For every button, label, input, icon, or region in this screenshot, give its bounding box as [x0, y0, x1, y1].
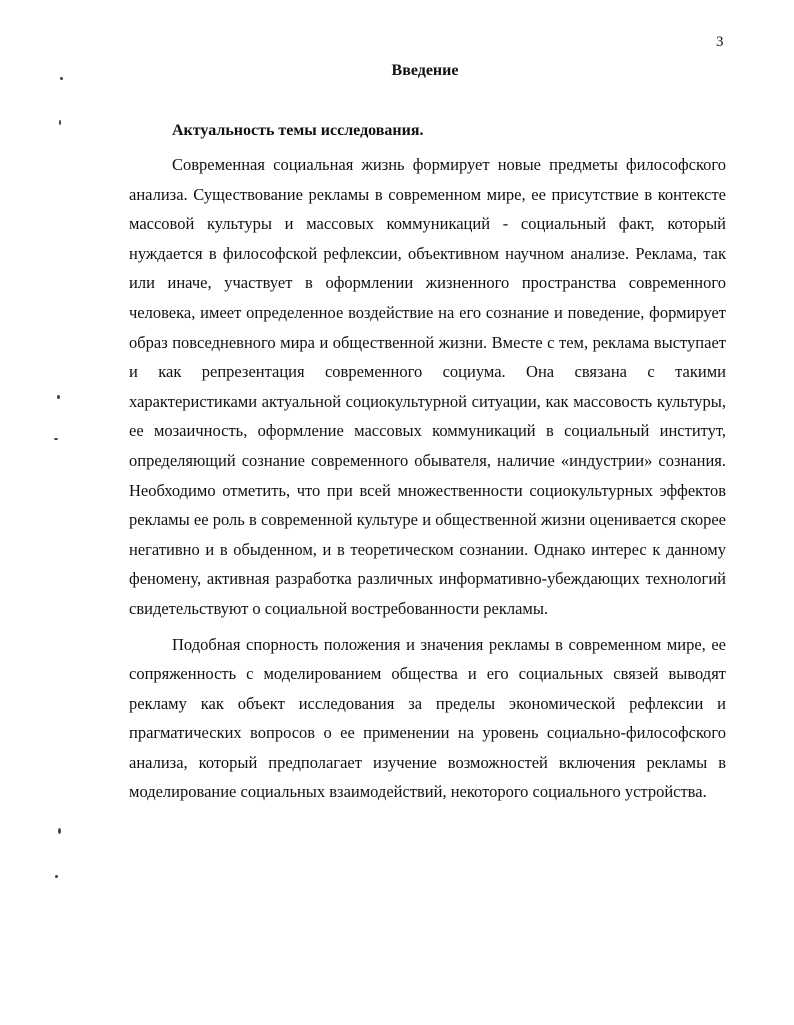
- scan-speck: [54, 438, 58, 440]
- page-number: 3: [716, 34, 724, 50]
- scan-speck: [58, 828, 61, 834]
- scan-speck: [59, 120, 61, 125]
- paragraph-1: Современная социальная жизнь формирует новые предметы философского анализа. Существование рекламы в современном мире, ее присутствие в контексте массовой культуры и массовых коммуникаций - социальный факт, который нуждается в философской рефлексии, объективном научном анализе. Реклама, так или иначе, участвует в оформлении жизненного пространства современного человека, имеет определенное воздействие на его сознание и поведение, формирует образ повседневного мира и общественной жизни. Вместе с тем, реклама выступает и как репрезентация современного социума. Она связана с такими характеристиками актуальной социокультурной ситуации, как массовость культуры, ее мозаичность, оформление массовых коммуникаций в социальный институт, определяющий сознание современного обывателя, наличие «индустрии» сознания. Необходимо отметить, что при всей множественности социокультурных эффектов рекламы ее роль в современной культуре и общественной жизни оценивается скорее негативно и в обыденном, и в теоретическом сознании. Однако интерес к данному феномену, активная разработка различных информативно-убеждающих технологий свидетельствуют о социальной востребованности рекламы.: [129, 155, 726, 618]
- scan-speck: [60, 77, 63, 80]
- paragraph-2: Подобная спорность положения и значения рекламы в современном мире, ее сопряженность с моделированием общества и его социальных связей выводят рекламу как объект исследования за пределы экономической рефлексии и прагматических вопросов о ее применении на уровень социально-философского анализа, который предполагает изучение возможностей включения рекламы в моделирование социальных взаимодействий, некоторого социального устройства.: [129, 634, 726, 802]
- section-subtitle: Актуальность темы исследования.: [172, 122, 424, 139]
- page-title: Введение: [391, 62, 459, 79]
- body-text: [129, 150, 726, 807]
- scan-speck: [57, 395, 60, 399]
- scan-speck: [55, 875, 58, 878]
